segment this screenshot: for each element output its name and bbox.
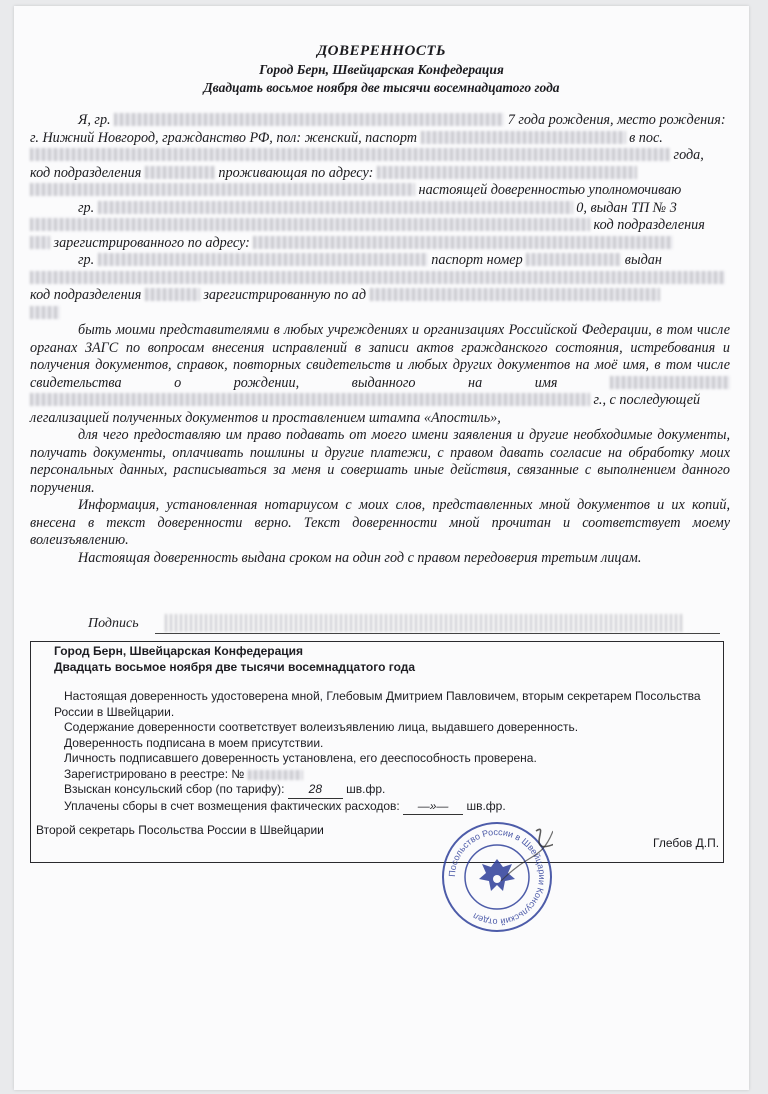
redaction [30, 218, 590, 231]
redaction [253, 236, 673, 249]
cert-line-5: Зарегистрировано в реестре: № [40, 767, 730, 783]
signature-line [155, 633, 720, 634]
redaction [377, 166, 637, 179]
doc-city: Город Берн, Швейцарская Конфедерация [259, 62, 504, 77]
redaction [30, 271, 725, 284]
notary-info-paragraph: Информация, установленная нотариусом с моих слов, представленных мной документов и их копий, внесена в текст доверенности верно. Текст доверенности мной прочитан и соответствует моему волеизъявлению. [30, 497, 730, 548]
signature-label: Подпись [88, 616, 139, 631]
signer-title: Второй секретарь Посольства России в Швейцарии [36, 823, 324, 837]
redaction [370, 288, 660, 301]
redaction [30, 236, 50, 249]
cert-line-4: Личность подписавшего доверенность установлена, его дееспособность проверена. [64, 751, 537, 765]
signature-row [30, 614, 720, 636]
redaction [30, 148, 670, 161]
redaction [145, 166, 215, 179]
doc-title: ДОВЕРЕННОСТЬ [316, 43, 447, 59]
validity-paragraph: Настоящая доверенность выдана сроком на один год с правом передоверия третьим лицам. [78, 549, 642, 566]
handwritten-signature [165, 614, 685, 632]
cert-line-3: Доверенность подписана в моем присутствии. [64, 735, 324, 750]
agent1-line-2: код подразделения [30, 217, 730, 235]
redaction [145, 288, 200, 301]
cert-line-7: Уплачены сборы в счет возмещения фактических расходов: —»— шв.фр. [40, 799, 730, 816]
redaction [610, 376, 730, 389]
doc-date: Двадцать восьмое ноября две тысячи восемнадцатого года [203, 80, 560, 95]
cert-line-1b: России в Швейцарии. [54, 704, 175, 719]
redaction [30, 306, 60, 319]
signer-name: Глебов Д.П. [653, 836, 720, 850]
grantor-line-4: код подразделения проживающая по адресу: [30, 165, 730, 183]
grantor-line-5: настоящей доверенностью уполномочиваю [30, 182, 730, 200]
redaction [526, 253, 621, 266]
cert-city: Город Берн, Швейцарская Конфедерация [54, 644, 304, 658]
agent1-line-1: гр. 0, выдан ТП № 3 [78, 199, 677, 216]
grantor-line-3: года, [30, 147, 730, 165]
agent1-line-3: зарегистрированного по адресу: [30, 235, 730, 253]
agent2-line-4 [30, 305, 730, 323]
cert-date: Двадцать восьмое ноября две тысячи восемнадцатого года [54, 659, 416, 674]
agent2-line-3: код подразделения зарегистрированную по ад [30, 287, 730, 305]
agent2-line-1: гр. паспорт номер выдан [78, 252, 662, 268]
redaction [30, 183, 415, 196]
grantor-line-2: г. Нижний Новгород, гражданство РФ, пол: женский, паспорт в пос. [30, 129, 663, 146]
certification-text [40, 644, 730, 815]
redaction [98, 253, 428, 266]
redaction [248, 770, 303, 780]
fee-value: 28 [288, 782, 343, 799]
agent2-line-2 [30, 270, 730, 288]
apostille-line: легализацией полученных документов и проставлением штампа «Апостиль», [30, 409, 501, 426]
redaction [98, 201, 573, 214]
redaction [114, 113, 504, 126]
powers-paragraph: быть моими представителями в любых учреждениях и организациях Российской Федерации, в том числе органах ЗАГС по вопросам внесения исправлений в записи актов гражданского состояния, истребования и получения документов, справок, повторных свидетельств и любых других документов на моё имя, в том числе свидетельства о рождении, выданного на имя г., с последующей [30, 322, 730, 408]
rights-paragraph: для чего предоставляю им право подавать от моего имени заявления и другие необходимые документы, получать документы, оплачивать пошлины и другие платежи, с правом давать согласие на обработку моих персональных данных, расписываться за меня и совершать иные действия, связанные с выполнением данного поручения. [30, 427, 730, 496]
doc-body [30, 112, 730, 567]
grantor-line-1: Я, гр. 7 года рождения, место рождения: [78, 112, 726, 128]
embassy-stamp [441, 821, 553, 933]
svg-text:Посольство России в Швейцарии: Посольство России в Швейцарии Консульский отдел [446, 826, 548, 928]
redaction [421, 131, 626, 144]
cert-line-1: Настоящая доверенность удостоверена мной, Глебовым Дмитрием Павловичем, вторым секретарем Посольства [64, 689, 701, 703]
eagle-emblem-icon [479, 859, 515, 891]
cert-line-2: Содержание доверенности соответствует волеизъявлению лица, выдавшего доверенность. [64, 720, 579, 734]
redaction [30, 393, 590, 406]
cert-line-6: Взыскан консульский сбор (по тарифу): 28 шв.фр. [40, 782, 730, 799]
expense-value: —»— [403, 799, 463, 816]
